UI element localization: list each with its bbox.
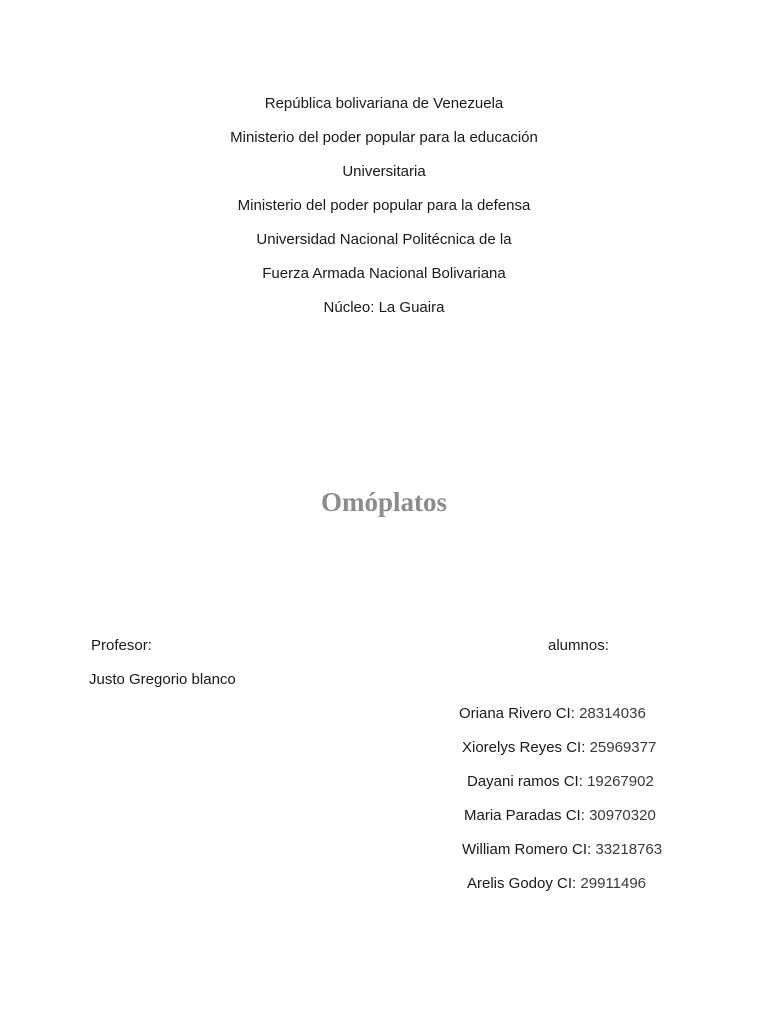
student-ci: 19267902 bbox=[587, 773, 654, 790]
student-entry bbox=[462, 738, 656, 758]
header-line-ministry-defense: Ministerio del poder popular para la defensa bbox=[237, 197, 531, 214]
ci-label: CI: bbox=[557, 875, 577, 892]
student-entry bbox=[464, 806, 656, 826]
ci-label: CI: bbox=[565, 807, 585, 824]
student-entry bbox=[462, 840, 662, 860]
student-entry bbox=[467, 772, 654, 792]
student-name: Dayani ramos bbox=[467, 773, 560, 790]
student-name: William Romero bbox=[462, 841, 568, 858]
student-ci: 28314036 bbox=[579, 705, 646, 722]
document-title: Omóplatos bbox=[320, 487, 447, 517]
students-label: alumnos: bbox=[548, 637, 609, 654]
header-line-country: República bolivariana de Venezuela bbox=[264, 95, 504, 112]
header-line-university: Universidad Nacional Politécnica de la bbox=[256, 231, 512, 248]
student-name: Oriana Rivero bbox=[459, 705, 552, 722]
professor-label: Profesor: bbox=[91, 637, 152, 654]
student-entry bbox=[467, 874, 646, 894]
student-ci: 25969377 bbox=[589, 739, 657, 756]
header-line-university-level: Universitaria bbox=[342, 163, 426, 180]
professor-name: Justo Gregorio blanco bbox=[89, 671, 236, 688]
student-entry bbox=[459, 704, 646, 724]
ci-label: CI: bbox=[572, 841, 592, 858]
student-ci: 33218763 bbox=[595, 841, 663, 858]
institution-header bbox=[0, 94, 768, 332]
student-name: Maria Paradas bbox=[464, 807, 562, 824]
header-line-armed-forces: Fuerza Armada Nacional Bolivariana bbox=[262, 265, 506, 282]
student-ci: 30970320 bbox=[589, 807, 656, 824]
ci-label: CI: bbox=[566, 739, 586, 756]
header-line-ministry-education: Ministerio del poder popular para la educación bbox=[230, 129, 538, 146]
student-ci: 29911496 bbox=[580, 875, 647, 892]
ci-label: CI: bbox=[563, 773, 583, 790]
student-name: Xiorelys Reyes bbox=[462, 739, 563, 756]
header-line-campus: Núcleo: La Guaira bbox=[323, 299, 445, 316]
ci-label: CI: bbox=[555, 705, 575, 722]
student-name: Arelis Godoy bbox=[467, 875, 553, 892]
